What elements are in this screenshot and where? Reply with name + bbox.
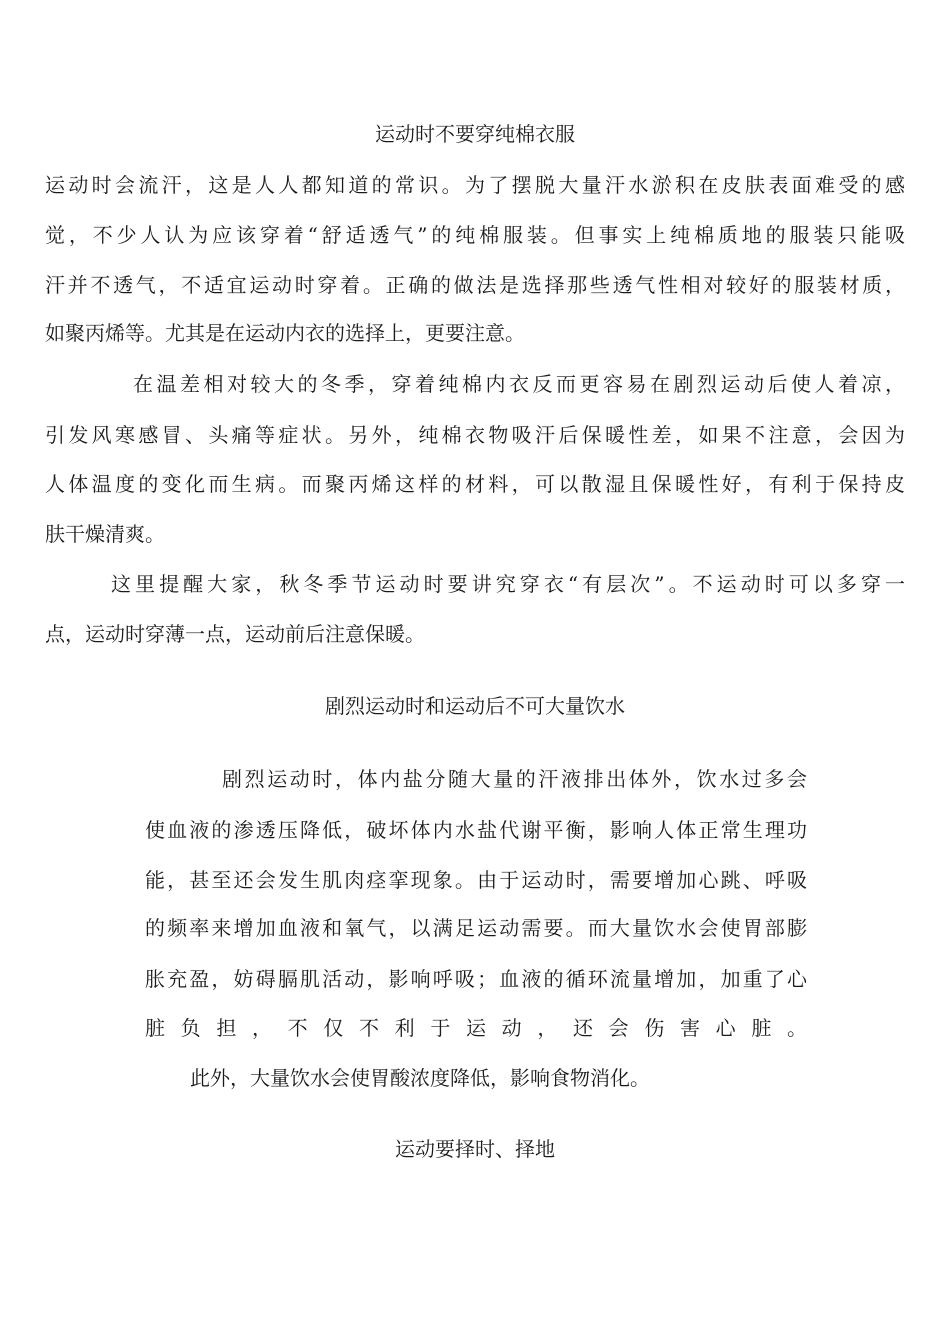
paragraph-line: 在温差相对较大的冬季，穿着纯棉内衣反而更容易在剧烈运动后使人着凉， (133, 372, 905, 396)
paragraph-line: 肤干燥清爽。 (45, 522, 165, 546)
paragraph-line: 这里提醒大家，秋冬季节运动时要讲究穿衣“有层次”。不运动时可以多穿一 (111, 572, 905, 596)
paragraph-line: 汗并不透气，不适宜运动时穿着。正确的做法是选择那些透气性相对较好的服装材质， (45, 273, 905, 297)
section-title-cotton-clothing: 运动时不要穿纯棉衣服 (375, 122, 575, 146)
section-title-time-and-place: 运动要择时、择地 (395, 1137, 555, 1161)
paragraph-line: 能，甚至还会发生肌肉痉挛现象。由于运动时，需要增加心跳、呼吸 (145, 868, 807, 892)
paragraph-line: 引发风寒感冒、头痛等症状。另外，纯棉衣物吸汗后保暖性差，如果不注意，会因为 (45, 423, 905, 447)
paragraph-line: 的频率来增加血液和氧气，以满足运动需要。而大量饮水会使胃部膨 (145, 916, 807, 940)
paragraph-line: 点，运动时穿薄一点，运动前后注意保暖。 (45, 622, 425, 646)
paragraph-line: 觉，不少人认为应该穿着“舒适透气”的纯棉服装。但事实上纯棉质地的服装只能吸 (45, 223, 905, 247)
paragraph-line: 使血液的渗透压降低，破坏体内水盐代谢平衡，影响人体正常生理功 (145, 818, 807, 842)
paragraph-line: 运动时会流汗，这是人人都知道的常识。为了摆脱大量汗水淤积在皮肤表面难受的感 (45, 173, 905, 197)
section-title-drinking-water: 剧烈运动时和运动后不可大量饮水 (325, 694, 625, 718)
paragraph-line: 胀充盈，妨碍膈肌活动，影响呼吸；血液的循环流量增加，加重了心 (145, 967, 807, 991)
paragraph-line: 剧烈运动时，体内盐分随大量的汗液排出体外，饮水过多会 (222, 767, 807, 791)
paragraph-line: 此外，大量饮水会使胃酸浓度降低，影响食物消化。 (190, 1066, 650, 1090)
paragraph-line: 人体温度的变化而生病。而聚丙烯这样的材料，可以散湿且保暖性好，有利于保持皮 (45, 472, 905, 496)
paragraph-line: 脏负担，不仅不利于运动，还会伤害心脏。 (145, 1016, 807, 1040)
paragraph-line: 如聚丙烯等。尤其是在运动内衣的选择上，更要注意。 (45, 321, 525, 345)
